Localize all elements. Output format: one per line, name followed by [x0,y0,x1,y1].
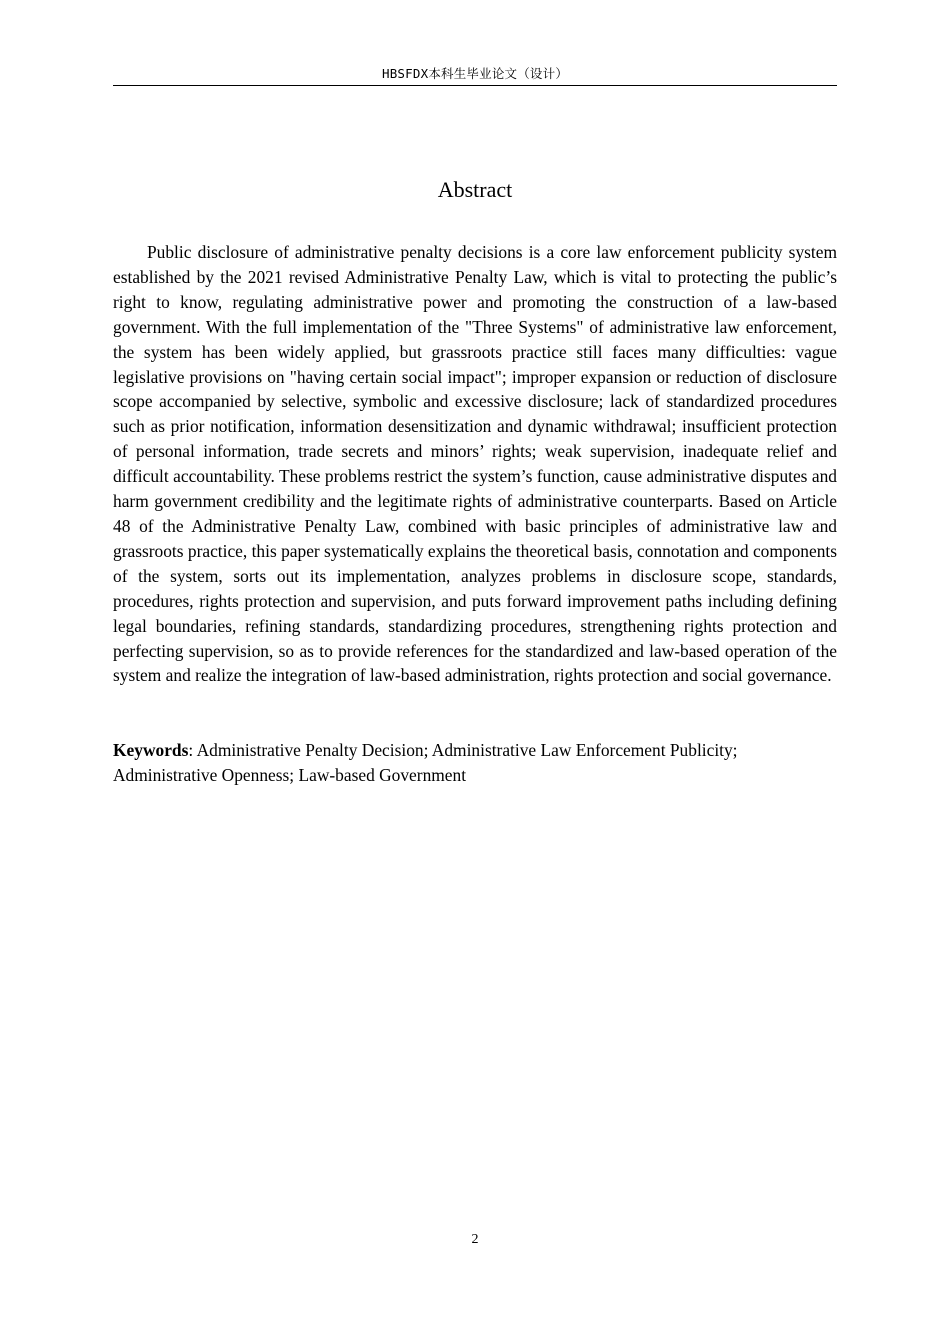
keywords-list: : Administrative Penalty Decision; Administrative Law Enforcement Publicity; Administrative Openness; Law-based Government [113,740,738,785]
running-header: HBSFDX本科生毕业论文（设计） [381,66,569,81]
page-number: 2 [471,1232,479,1247]
header-divider [113,85,837,86]
keywords-line [113,738,837,788]
keywords-label: Keywords [113,740,189,760]
abstract-heading: Abstract [437,177,513,202]
abstract-paragraph: Public disclosure of administrative penalty decisions is a core law enforcement publicity system established by the 2021 revised Administrative Penalty Law, which is vital to protecting the public’s right to know, regulating administrative power and promoting the construction of a law-based government. With the full implementation of the "Three Systems" of administrative law enforcement, the system has been widely applied, but grassroots practice still faces many difficulties: vague legislative provisions on "having certain social impact"; improper expansion or reduction of disclosure scope accompanied by selective, symbolic and excessive disclosure; lack of standardized procedures such as prior notification, information desensitization and dynamic withdrawal; insufficient protection of personal information, trade secrets and minors’ rights; weak supervision, inadequate relief and difficult accountability. These problems restrict the system’s function, cause administrative disputes and harm government credibility and the legitimate rights of administrative counterparts. Based on Article 48 of the Administrative Penalty Law, combined with basic principles of administrative law and grassroots practice, this paper systematically explains the theoretical basis, connotation and components of the system, sorts out its implementation, analyzes problems in disclosure scope, standards, procedures, rights protection and supervision, and puts forward improvement paths including defining legal boundaries, refining standards, standardizing procedures, strengthening rights protection and perfecting supervision, so as to provide references for the standardized and law-based operation of the system and realize the integration of law-based administration, rights protection and social governance. [113,242,837,686]
